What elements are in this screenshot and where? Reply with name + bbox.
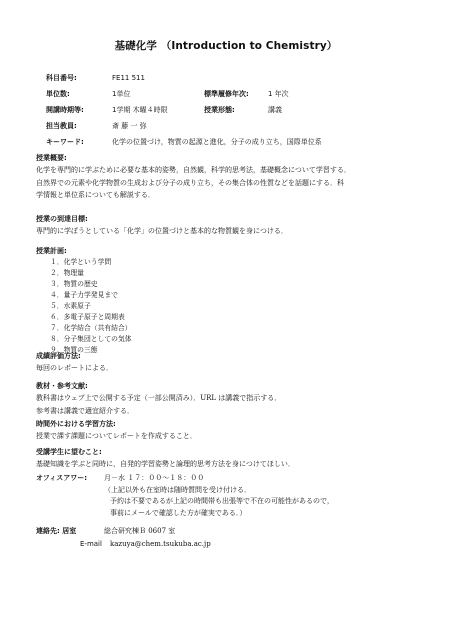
overview-heading: 授業概要: — [36, 154, 67, 162]
instructor-label: 担当教員: — [46, 122, 77, 130]
overview-section — [36, 153, 436, 202]
plan-item: ９．物質の三態 — [50, 346, 98, 354]
course-meta — [46, 70, 426, 150]
office-hours-label: オフィスアワー: — [36, 474, 88, 482]
credits-label: 単位数: — [46, 90, 70, 98]
contact-section — [36, 525, 436, 551]
plan-item: ５．水素原子 — [50, 302, 91, 310]
office-hours-value: 月－水 １７：００～１８：００ — [104, 474, 205, 482]
schedule-value: 1学期 木曜４時限 — [112, 106, 168, 114]
plan-item: ２．物理量 — [50, 269, 84, 277]
evaluation-section — [36, 351, 436, 375]
plan-item: ７．化学結合（共有結合） — [50, 324, 132, 332]
plan-item: ８．分子集団としての気体 — [50, 335, 132, 343]
meta-row-course-number — [46, 70, 426, 86]
office-note-row — [36, 496, 436, 508]
plan-section — [36, 246, 436, 356]
expectations-line: 基礎知識を学ぶと同時に，自発的学習姿勢と論理的思考方法を身につけてほしい． — [36, 460, 295, 468]
standard-year-value: 1 年次 — [268, 90, 289, 98]
format-label: 授業形態: — [204, 106, 235, 114]
meta-row-schedule — [46, 102, 426, 118]
overview-line: 化学を専門的に学ぶために必要な基本的姿勢，自然観，科学的思考法，基礎概念について学習する． — [36, 166, 351, 174]
materials-section — [36, 381, 436, 417]
overview-line: 学情報と単位系についても解説する． — [36, 191, 155, 199]
meta-row-keywords — [46, 134, 426, 150]
outside-study-section — [36, 419, 436, 443]
evaluation-heading: 成績評価方法: — [36, 352, 81, 360]
contact-room-value: 総合研究棟Ｂ 0607 室 — [104, 527, 176, 535]
contact-room-row — [36, 525, 436, 538]
format-value: 講義 — [268, 106, 282, 114]
instructor-value: 斎 藤 一 弥 — [112, 122, 147, 130]
materials-line: 教科書はウェブ上で公開する予定（一部公開済み）．URL は講義で指示する． — [36, 394, 282, 402]
expectations-heading: 受講学生に望むこと: — [36, 448, 102, 456]
meta-row-credits — [46, 86, 426, 102]
office-hours-section — [36, 473, 436, 519]
schedule-label: 開講時期等: — [46, 106, 84, 114]
office-note-row — [36, 508, 436, 520]
expectations-section — [36, 447, 436, 471]
overview-line: 自然界での元素や化学物質の生成および分子の成り立ち，その集合体の性質などを話題にする．科 — [36, 178, 344, 187]
keywords-value: 化学の位置づけ，物質の起源と進化，分子の成り立ち，国際単位系 — [112, 138, 322, 146]
keywords-label: キーワード: — [46, 138, 84, 146]
outside-study-line: 授業で課す課題についてレポートを作成すること． — [36, 432, 197, 440]
office-hours-row — [36, 473, 436, 485]
goals-heading: 授業の到達目標: — [36, 215, 88, 223]
plan-item: ４．量子力学発見まで — [50, 291, 118, 299]
course-number-label: 科目番号: — [46, 74, 77, 82]
email-value[interactable]: kazuya@chem.tsukuba.ac.jp — [110, 540, 211, 548]
contact-room-label: 連絡先: 居室 — [36, 527, 77, 535]
plan-heading: 授業計画: — [36, 247, 67, 255]
office-note: 事前にメールで確認した方が確実である．） — [110, 508, 247, 517]
materials-heading: 教材・参考文献: — [36, 382, 88, 390]
office-note-row — [36, 485, 436, 497]
evaluation-line: 毎回のレポートによる． — [36, 364, 113, 372]
standard-year-label: 標準履修年次: — [204, 90, 249, 98]
goals-section — [36, 214, 436, 238]
plan-item: ３．物質の歴史 — [50, 280, 98, 288]
office-note: （上記以外も在室時は随時質問を受け付ける． — [104, 485, 251, 494]
contact-email-row — [36, 538, 436, 551]
course-number-value: FE11 511 — [112, 74, 145, 82]
plan-item: １．化学という学問 — [50, 258, 112, 266]
outside-study-heading: 時間外における学習方法: — [36, 420, 116, 428]
credits-value: 1単位 — [112, 90, 131, 98]
page-title: 基礎化学 （Introduction to Chemistry） — [114, 40, 338, 52]
plan-item: ６．多電子原子と周期表 — [50, 313, 125, 321]
office-note: 予約は不要であるが上記の時間帯も出張等で不在の可能性があるので， — [110, 497, 334, 505]
email-label: E-mail — [80, 540, 102, 548]
meta-row-instructor — [46, 118, 426, 134]
goals-line: 専門的に学ぼうとしている「化学」の位置づけと基本的な物質観を身につける． — [36, 227, 288, 235]
materials-line: 参考書は講義で適宜紹介する． — [36, 406, 134, 415]
